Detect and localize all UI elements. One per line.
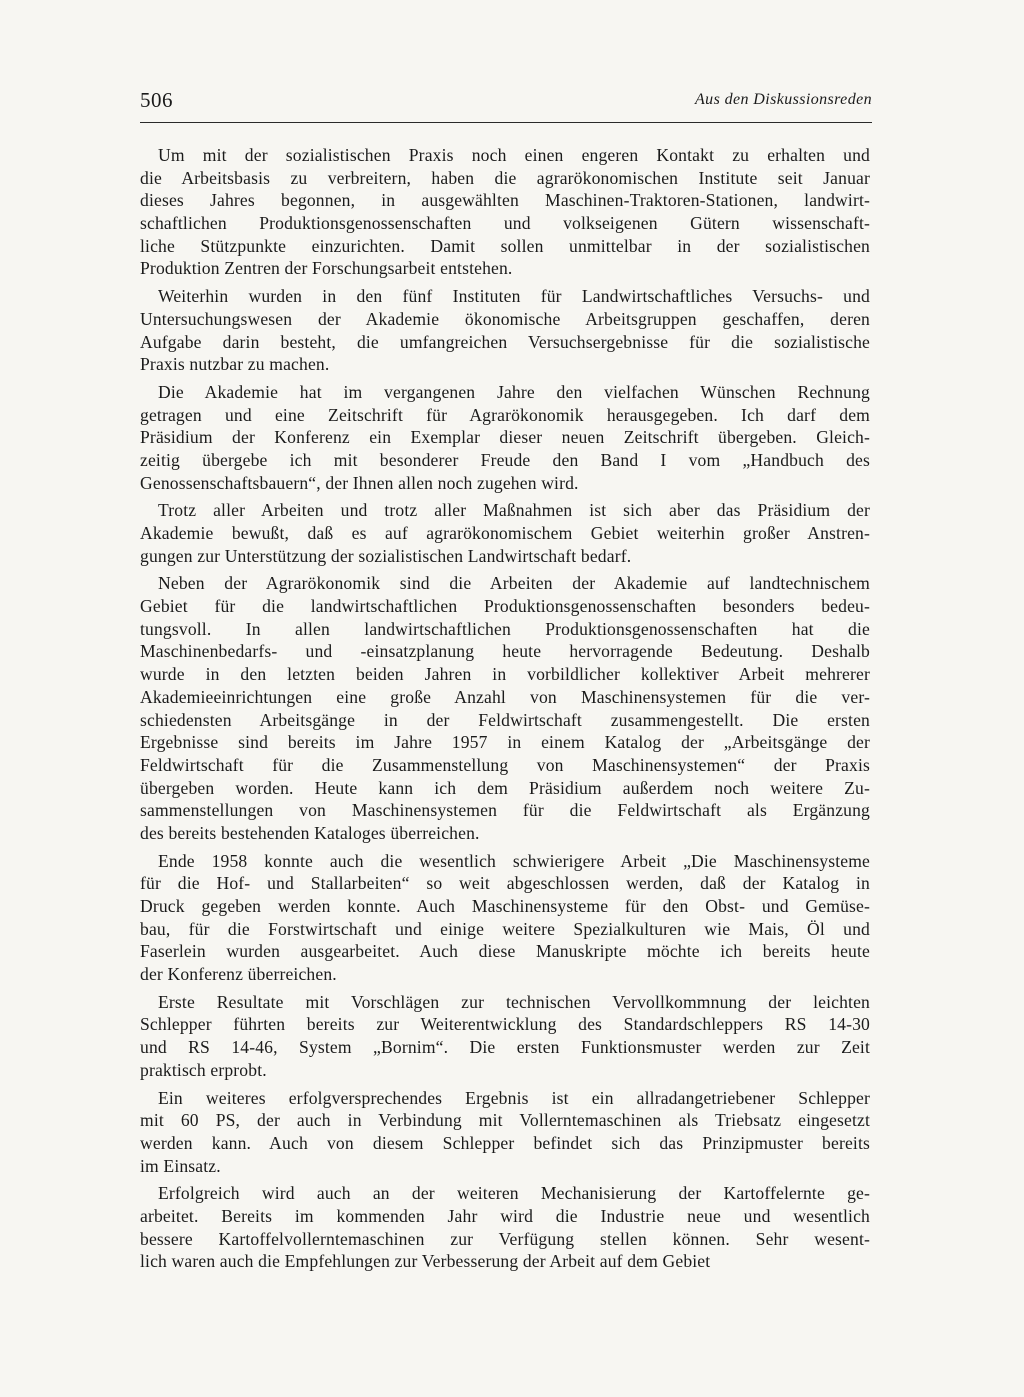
text-line: liche Stützpunkte einzurichten. Damit sollen unmittelbar in der sozialistischen — [140, 235, 870, 256]
paragraph — [140, 1087, 870, 1178]
text-line: sammenstellungen von Maschinensystemen für die Feldwirtschaft als Ergänzung — [140, 800, 870, 821]
page-header — [140, 88, 872, 123]
text-line: tungsvoll. In allen landwirtschaftlichen Produktionsgenossenschaften hat die — [140, 618, 870, 639]
text-line: für die Hof- und Stallarbeiten“ so weit abgeschlossen werden, daß der Katalog in — [140, 873, 870, 894]
text-line: Produktion Zentren der Forschungsarbeit entstehen. — [140, 258, 513, 279]
text-line: Schlepper führten bereits zur Weiterentwicklung des Standardschleppers RS 14-30 — [140, 1014, 870, 1035]
paragraph — [140, 285, 870, 376]
paragraph — [140, 144, 870, 280]
text-line: Ein weiteres erfolgversprechendes Ergebnis ist ein allradangetriebener Schlepper — [158, 1087, 870, 1108]
running-head: Aus den Diskussionsreden — [695, 91, 872, 108]
text-line: Faserlein wurden ausgearbeitet. Auch diese Manuskripte möchte ich bereits heute — [140, 941, 870, 962]
text-line: Ergebnisse sind bereits im Jahre 1957 in einem Katalog der „Arbeitsgänge der — [140, 732, 870, 753]
paragraph — [140, 991, 870, 1082]
text-line: Maschinenbedarfs- und -einsatzplanung heute hervorragende Bedeutung. Deshalb — [140, 641, 870, 662]
text-line: zeitig übergebe ich mit besonderer Freude den Band I vom „Handbuch des — [140, 449, 870, 470]
text-line: Trotz aller Arbeiten und trotz aller Maßnahmen ist sich aber das Präsidium der — [158, 500, 870, 521]
text-line: Akademieeinrichtungen eine große Anzahl von Maschinensystemen für die ver- — [140, 686, 870, 707]
text-line: arbeitet. Bereits im kommenden Jahr wird die Industrie neue und wesentlich — [140, 1205, 870, 1226]
text-line: Erfolgreich wird auch an der weiteren Mechanisierung der Kartoffelernte ge- — [158, 1183, 870, 1204]
text-line: Ende 1958 konnte auch die wesentlich schwierigere Arbeit „Die Maschinensysteme — [158, 850, 870, 871]
text-line: praktisch erprobt. — [140, 1059, 267, 1080]
text-line: gungen zur Unterstützung der sozialistischen Landwirtschaft bedarf. — [140, 545, 632, 566]
text-line: die Arbeitsbasis zu verbreitern, haben die agrarökonomischen Institute seit Januar — [140, 167, 870, 188]
text-line: werden kann. Auch von diesem Schlepper befindet sich das Prinzipmuster bereits — [140, 1132, 870, 1153]
paragraph — [140, 572, 870, 844]
text-line: Untersuchungswesen der Akademie ökonomische Arbeitsgruppen geschaffen, deren — [140, 308, 870, 329]
text-line: bau, für die Forstwirtschaft und einige weitere Spezialkulturen wie Mais, Öl und — [140, 918, 870, 939]
text-line: Aufgabe darin besteht, die umfangreichen Versuchsergebnisse für die sozialistische — [140, 331, 870, 352]
page-number: 506 — [140, 88, 173, 112]
text-line: lich waren auch die Empfehlungen zur Verbesserung der Arbeit auf dem Gebiet — [140, 1251, 711, 1272]
text-line: dieses Jahres begonnen, in ausgewählten Maschinen-Traktoren-Stationen, landwirt- — [140, 190, 870, 211]
text-line: schaftlichen Produktionsgenossenschaften und volkseigenen Gütern wissenschaft- — [140, 213, 870, 234]
text-line: schiedensten Arbeitsgänge in der Feldwirtschaft zusammengestellt. Die ersten — [140, 709, 870, 730]
text-line: im Einsatz. — [140, 1155, 221, 1176]
text-line: Genossenschaftsbauern“, der Ihnen allen noch zugehen wird. — [140, 472, 579, 493]
text-line: Die Akademie hat im vergangenen Jahre den vielfachen Wünschen Rechnung — [158, 381, 870, 402]
text-line: Feldwirtschaft für die Zusammenstellung von Maschinensystemen“ der Praxis — [140, 754, 870, 775]
paragraph — [140, 499, 870, 567]
text-line: des bereits bestehenden Kataloges überreichen. — [140, 822, 480, 843]
paragraph — [140, 1182, 870, 1273]
body-text — [140, 144, 870, 1278]
text-line: übergeben worden. Heute kann ich dem Präsidium außerdem noch weitere Zu- — [140, 777, 870, 798]
text-line: Gebiet für die landwirtschaftlichen Produktionsgenossenschaften besonders bedeu- — [140, 596, 870, 617]
text-line: der Konferenz überreichen. — [140, 964, 337, 985]
text-line: Neben der Agrarökonomik sind die Arbeiten der Akademie auf landtechnischem — [158, 573, 870, 594]
text-line: Präsidium der Konferenz ein Exemplar dieser neuen Zeitschrift übergeben. Gleich- — [140, 427, 870, 448]
text-line: und RS 14-46, System „Bornim“. Die ersten Funktionsmuster werden zur Zeit — [140, 1037, 870, 1058]
text-line: Weiterhin wurden in den fünf Instituten für Landwirtschaftliches Versuchs- und — [158, 286, 870, 307]
text-line: Praxis nutzbar zu machen. — [140, 354, 330, 375]
paragraph — [140, 381, 870, 494]
text-line: bessere Kartoffelvollerntemaschinen zur Verfügung stellen können. Sehr wesent- — [140, 1228, 870, 1249]
text-line: wurde in den letzten beiden Jahren in vorbildlicher kollektiver Arbeit mehrerer — [140, 664, 870, 685]
text-line: Um mit der sozialistischen Praxis noch einen engeren Kontakt zu erhalten und — [158, 145, 870, 165]
text-line: Akademie bewußt, daß es auf agrarökonomischem Gebiet weiterhin großer Anstren- — [140, 523, 870, 543]
paragraph — [140, 850, 870, 986]
text-line: getragen und eine Zeitschrift für Agrarökonomik herausgegeben. Ich darf dem — [140, 404, 870, 425]
text-line: Erste Resultate mit Vorschlägen zur technischen Vervollkommnung der leichten — [158, 991, 870, 1012]
text-line: mit 60 PS, der auch in Verbindung mit Vollerntemaschinen als Triebsatz eingesetzt — [140, 1110, 870, 1131]
text-line: Druck gegeben werden konnte. Auch Maschinensysteme für den Obst- und Gemüse- — [140, 896, 870, 916]
